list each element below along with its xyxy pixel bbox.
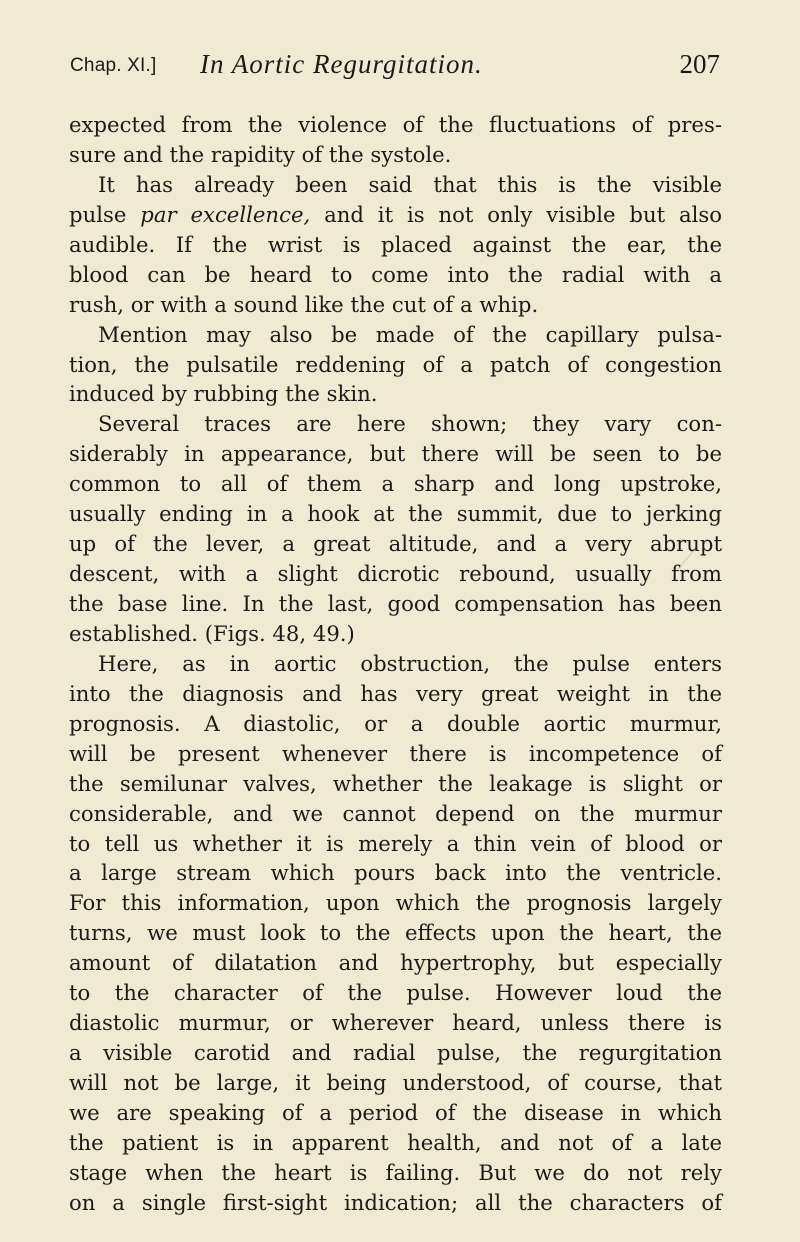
text-line: Mention may also be made of the capillary pulsa-	[98, 321, 722, 347]
text-line: descent, with a slight dicrotic rebound, usually from	[69, 561, 722, 587]
text-line: prognosis. A diastolic, or a double aortic murmur,	[69, 710, 722, 736]
text-line: to the character of the pulse. However loud the	[69, 980, 722, 1006]
text-line: the semilunar valves, whether the leakage is slight or	[69, 770, 722, 796]
text-line-pulse-par-excellence	[69, 200, 722, 230]
text-line: turns, we must look to the effects upon the heart, the	[69, 920, 722, 946]
text-line: amount of dilatation and hypertrophy, but especially	[69, 950, 722, 976]
text-line: we are speaking of a period of the disease in which	[69, 1099, 722, 1125]
text-line: will be present whenever there is incompetence of	[69, 740, 722, 766]
text-fragment: and it is not only visible but also	[310, 201, 723, 227]
running-title: In Aortic Regurgitation.	[200, 49, 483, 79]
text-line: will not be large, it being understood, of course, that	[69, 1070, 722, 1095]
text-line: up of the lever, a great altitude, and a very abrupt	[69, 531, 722, 557]
chapter-label: Chap. XI.]	[70, 55, 157, 76]
text-line: stage when the heart is failing. But we do not rely	[69, 1159, 722, 1185]
page-number: 207	[679, 49, 720, 79]
text-line: sure and the rapidity of the systole.	[69, 141, 452, 167]
text-line: audible. If the wrist is placed against the ear, the	[69, 231, 722, 257]
text-line: For this information, upon which the prognosis largely	[69, 890, 722, 916]
text-line: the base line. In the last, good compensation has been	[69, 591, 722, 616]
text-line: tion, the pulsatile reddening of a patch of congestion	[69, 351, 722, 377]
text-line: rush, or with a sound like the cut of a whip.	[69, 291, 539, 317]
text-line: a large stream which pours back into the ventricle.	[69, 860, 722, 886]
text-line: expected from the violence of the fluctuations of pres-	[69, 112, 722, 137]
text-line: on a single first-sight indication; all the characters of	[69, 1189, 722, 1215]
text-line: blood can be heard to come into the radial with a	[69, 261, 722, 287]
text-line: into the diagnosis and has very great weight in the	[69, 680, 722, 706]
page-header	[70, 44, 720, 84]
text-line: Here, as in aortic obstruction, the pulse enters	[98, 650, 722, 676]
text-line: considerable, and we cannot depend on the murmur	[69, 800, 722, 826]
text-line: siderably in appearance, but there will be seen to be	[69, 441, 722, 467]
body-text	[69, 110, 722, 1218]
text-line: common to all of them a sharp and long upstroke,	[69, 471, 722, 497]
text-line: It has already been said that this is the visible	[98, 171, 722, 197]
text-line: to tell us whether it is merely a thin vein of blood or	[69, 830, 722, 856]
italic-phrase: par excellence,	[140, 201, 311, 227]
text-line: diastolic murmur, or wherever heard, unless there is	[69, 1010, 722, 1036]
text-line: the patient is in apparent health, and not of a late	[69, 1129, 722, 1155]
text-line: established. (Figs. 48, 49.)	[69, 620, 355, 646]
text-line: induced by rubbing the skin.	[69, 381, 378, 407]
text-fragment: pulse	[69, 201, 141, 227]
text-line: Several traces are here shown; they vary con-	[98, 411, 722, 437]
text-line: a visible carotid and radial pulse, the regurgitation	[69, 1040, 722, 1066]
text-line: usually ending in a hook at the summit, due to jerking	[69, 501, 722, 527]
